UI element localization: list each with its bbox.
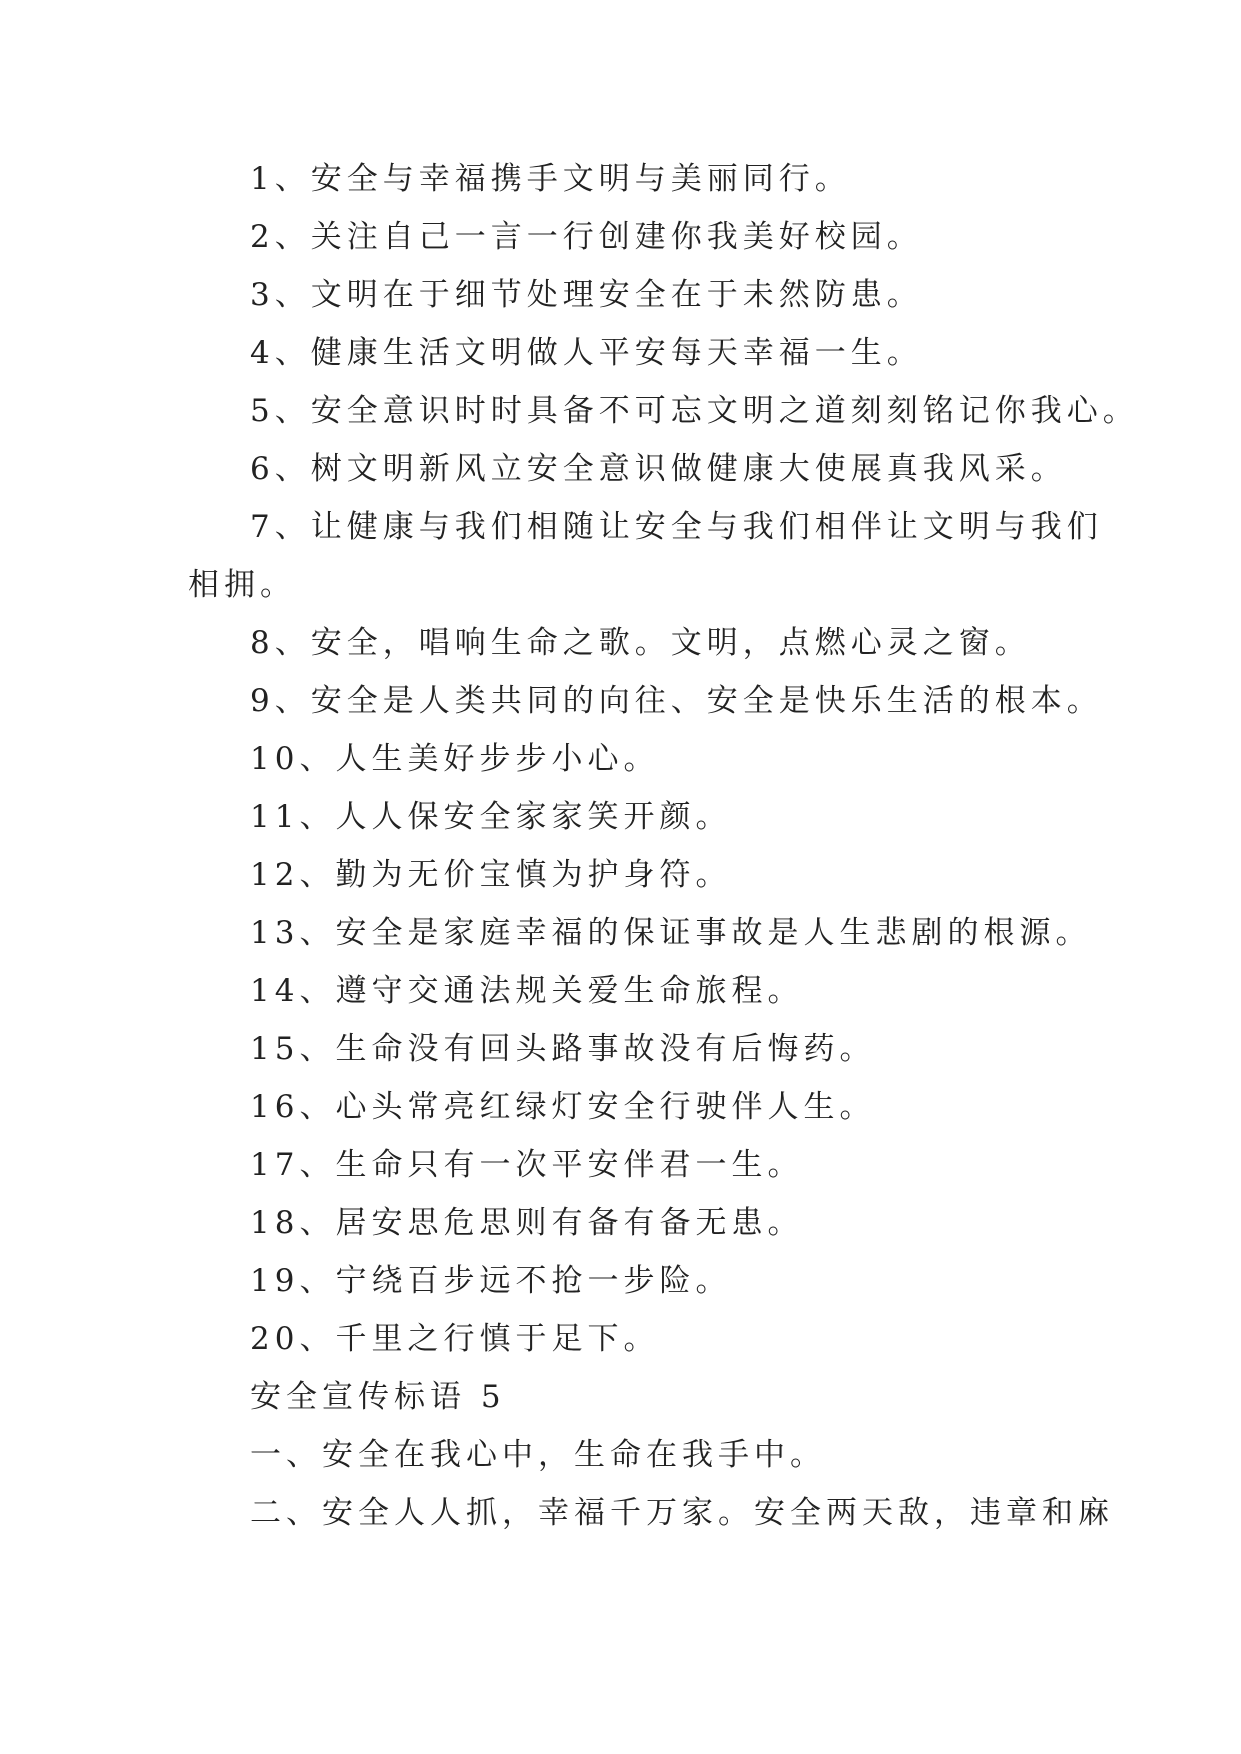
paragraph-line: 6、树文明新风立安全意识做健康大使展真我风采。 — [250, 451, 1067, 487]
paragraph-line: 3、文明在于细节处理安全在于未然防患。 — [250, 277, 923, 313]
paragraph-line: 18、居安思危思则有备有备无患。 — [250, 1205, 804, 1241]
paragraph-line: 4、健康生活文明做人平安每天幸福一生。 — [250, 335, 923, 371]
paragraph-line: 1、安全与幸福携手文明与美丽同行。 — [250, 161, 851, 197]
paragraph-line: 二、安全人人抓，幸福千万家。安全两天敌，违章和麻 — [250, 1495, 1114, 1531]
paragraph-line: 15、生命没有回头路事故没有后悔药。 — [250, 1031, 876, 1067]
paragraph-line: 10、人生美好步步小心。 — [250, 741, 660, 777]
paragraph-line: 一、安全在我心中，生命在我手中。 — [250, 1437, 826, 1473]
paragraph-line: 14、遵守交通法规关爱生命旅程。 — [250, 973, 804, 1009]
paragraph-line: 11、人人保安全家家笑开颜。 — [250, 799, 732, 835]
paragraph-line: 7、让健康与我们相随让安全与我们相伴让文明与我们 — [250, 509, 1103, 545]
paragraph-line: 5、安全意识时时具备不可忘文明之道刻刻铭记你我心。 — [250, 393, 1139, 429]
paragraph-line: 13、安全是家庭幸福的保证事故是人生悲剧的根源。 — [250, 915, 1092, 951]
paragraph-continuation-line: 相拥。 — [188, 567, 296, 603]
document-body — [188, 150, 1139, 1542]
paragraph-line: 20、千里之行慎于足下。 — [250, 1321, 660, 1357]
paragraph-line: 8、安全，唱响生命之歌。文明，点燃心灵之窗。 — [250, 625, 1031, 661]
paragraph-line: 12、勤为无价宝慎为护身符。 — [250, 857, 732, 893]
paragraph-line: 2、关注自己一言一行创建你我美好校园。 — [250, 219, 923, 255]
paragraph-line: 16、心头常亮红绿灯安全行驶伴人生。 — [250, 1089, 876, 1125]
paragraph-line: 19、宁绕百步远不抢一步险。 — [250, 1263, 732, 1299]
paragraph-line: 17、生命只有一次平安伴君一生。 — [250, 1147, 804, 1183]
section-heading: 安全宣传标语 5 — [250, 1379, 506, 1415]
paragraph-line: 9、安全是人类共同的向往、安全是快乐生活的根本。 — [250, 683, 1103, 719]
